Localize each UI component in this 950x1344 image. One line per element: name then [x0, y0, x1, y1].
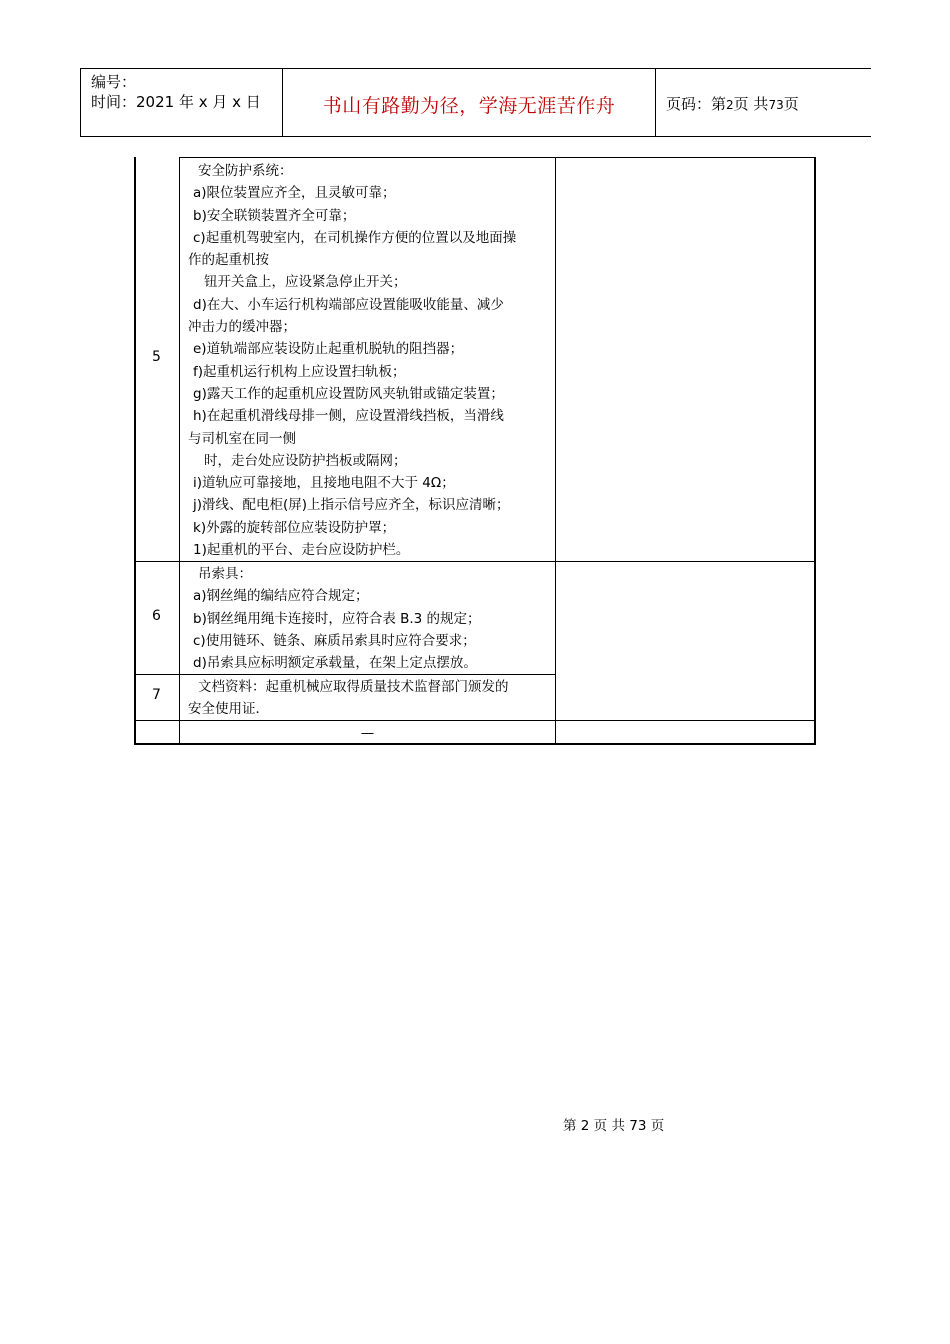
document-date: 时间：2021 年 x 月 x 日 [91, 93, 261, 111]
row-6-line: d)吊索具应标明额定承载量，在架上定点摆放。 [193, 655, 477, 672]
row-6-line: a)钢丝绳的编结应符合规定； [193, 588, 369, 605]
row-5-line: j)滑线、配电柜(屏)上指示信号应齐全，标识应清晰； [193, 497, 510, 514]
row-5-line: 作的起重机按 [188, 252, 269, 269]
row-5-line: i)道轨应可靠接地，且接地电阻不大于 4Ω； [193, 475, 455, 492]
header-meta-cell [81, 69, 283, 136]
row-5-line: k)外露的旋转部位应装设防护罩； [193, 519, 396, 536]
page-total: 73 [768, 98, 784, 112]
row-5-line: g)露天工作的起重机应设置防风夹轨钳或锚定装置； [193, 385, 504, 402]
page-header [80, 68, 871, 137]
row-5-line: h)在起重机滑线母排一侧，应设置滑线挡板，当滑线 [193, 408, 504, 425]
last-row-mark: — [360, 725, 375, 741]
page-label-prefix: 页码：第 [666, 95, 727, 113]
page-current: 2 [726, 98, 734, 112]
page-label-suffix: 页 [783, 95, 799, 113]
row-number-7: 7 [152, 687, 161, 703]
table-divider-content [555, 157, 556, 745]
document-number-label: 编号： [91, 73, 137, 91]
row-5-line: 钮开关盒上，应设紧急停止开关； [204, 274, 407, 291]
header-page-cell [656, 69, 871, 136]
row-5-line: f)起重机运行机构上应设置扫轨板； [193, 363, 406, 380]
row-5-line: d)在大、小车运行机构端部应设置能吸收能量、减少 [193, 296, 504, 313]
row-5-line: 与司机室在同一侧 [188, 430, 296, 447]
row-5-line: 时，走台处应设防护挡板或隔网； [204, 452, 407, 469]
table-border-left [134, 157, 136, 745]
inspection-table [134, 157, 816, 745]
header-motto-cell [283, 69, 656, 136]
table-border-top [179, 157, 815, 158]
row-5-line: b)安全联锁装置齐全可靠； [193, 207, 356, 224]
row-6-line: b)钢丝绳用绳卡连接时，应符合表 B.3 的规定； [193, 610, 481, 627]
row-5-line: 安全防护系统： [198, 163, 293, 179]
row-5-line: a)限位装置应齐全，且灵敏可靠； [193, 185, 396, 202]
table-divider-no [179, 157, 180, 745]
row-number-6: 6 [152, 608, 161, 624]
row-5-line: c)起重机驾驶室内，在司机操作方便的位置以及地面操 [193, 229, 517, 246]
table-border-right [814, 157, 816, 745]
row-7-content [184, 676, 552, 721]
row-6-line: c)使用链环、链条、麻质吊索具时应符合要求； [193, 632, 476, 649]
row-5-line: e)道轨端部应装设防止起重机脱轨的阻挡器； [193, 341, 464, 358]
page-footer: 第 2 页 共 73 页 [563, 1118, 665, 1134]
row-7-line: 文档资料：起重机械应取得质量技术监督部门颁发的 [198, 679, 509, 695]
row-6-content [184, 563, 552, 674]
row-5-content [184, 160, 552, 561]
row-5-line: 冲击力的缓冲器； [188, 319, 296, 336]
row-6-line: 吊索具： [198, 566, 252, 582]
row-5-line: 1)起重机的平台、走台应设防护栏。 [193, 542, 410, 559]
row-7-line: 安全使用证． [188, 701, 269, 718]
header-motto: 书山有路勤为径，学海无涯苦作舟 [322, 95, 616, 117]
row-number-5: 5 [152, 349, 161, 365]
page-label-mid: 页 共 [733, 95, 769, 113]
header-page-number [666, 93, 799, 114]
